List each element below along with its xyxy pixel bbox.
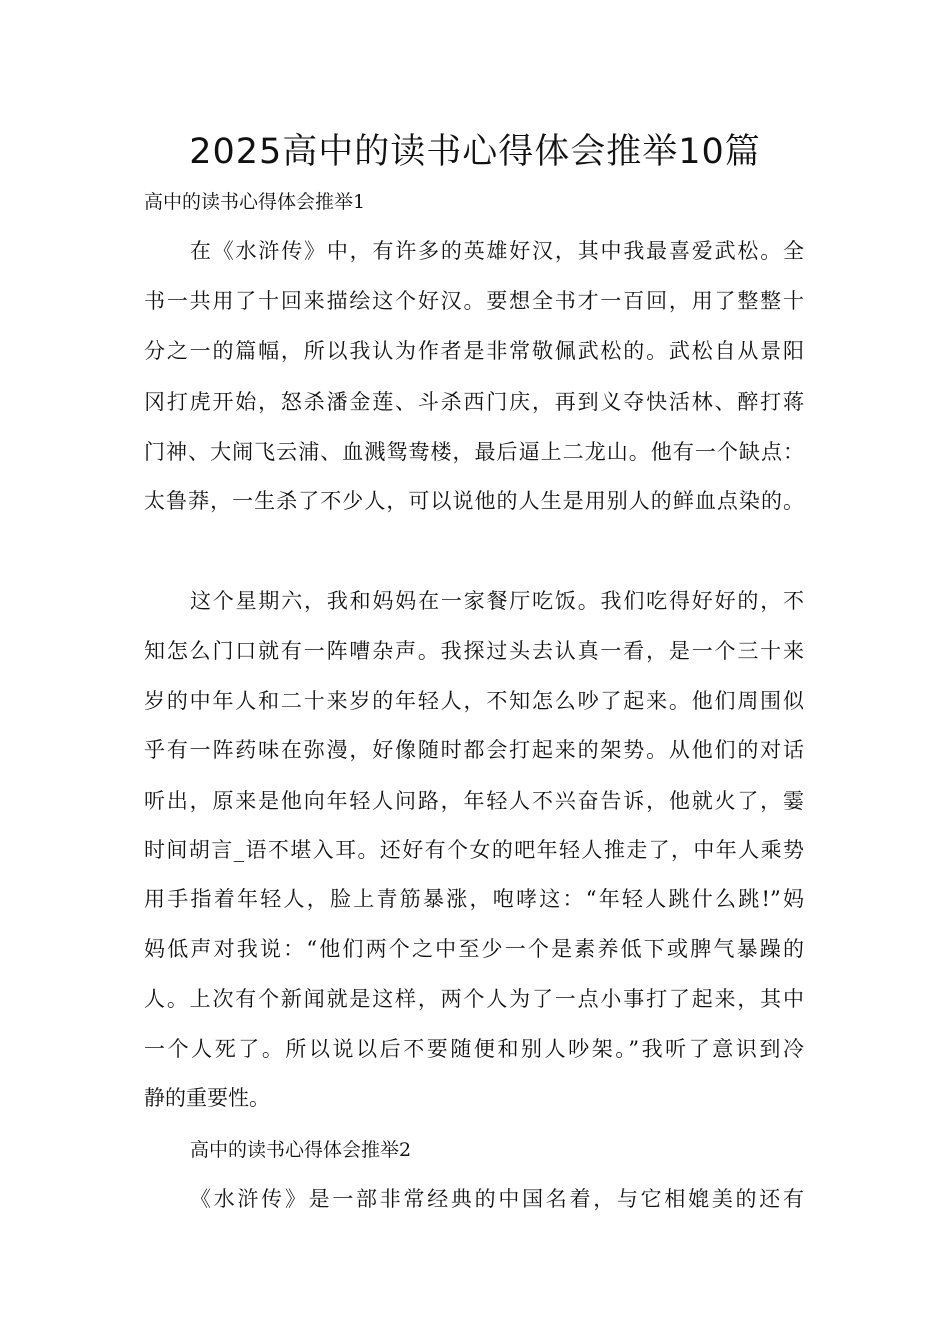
paragraph-3-line-1: 《水浒传》是一部非常经典的中国名着，与它相媲美的还有: [190, 1187, 804, 1211]
paragraph-1-line-5: 门神、大闹飞云浦、血溅鸳鸯楼，最后逼上二龙山。他有一个缺点：: [144, 440, 804, 464]
paragraph-1-line-1: 在《水浒传》中，有许多的英雄好汉，其中我最喜爱武松。全: [190, 239, 804, 263]
paragraph-1-line-6: 太鲁莽，一生杀了不少人，可以说他的人生是用别人的鲜血点染的。: [144, 489, 804, 513]
paragraph-2-line-8: 妈低声对我说：“他们两个之中至少一个是素养低下或脾气暴躁的: [144, 937, 804, 961]
section-heading-1: 高中的读书心得体会推举1: [144, 191, 366, 213]
paragraph-2-line-5: 听出，原来是他向年轻人问路，年轻人不兴奋告诉，他就火了，霎: [144, 789, 804, 813]
paragraph-2-line-6: 时间胡言_语不堪入耳。还好有个女的吧年轻人推走了，中年人乘势: [144, 838, 804, 862]
paragraph-2-line-1: 这个星期六，我和妈妈在一家餐厅吃饭。我们吃得好好的，不: [190, 589, 804, 613]
paragraph-2-line-11: 静的重要性。: [144, 1086, 270, 1110]
paragraph-2-line-9: 人。上次有个新闻就是这样，两个人为了一点小事打了起来，其中: [144, 987, 804, 1011]
paragraph-2-line-4: 乎有一阵药味在弥漫，好像随时都会打起来的架势。从他们的对话: [144, 738, 804, 762]
paragraph-2-line-2: 知怎么门口就有一阵嘈杂声。我探过头去认真一看，是一个三十来: [144, 639, 804, 663]
paragraph-1-line-2: 书一共用了十回来描绘这个好汉。要想全书才一百回，用了整整十: [144, 289, 804, 313]
paragraph-1-line-4: 冈打虎开始，怒杀潘金莲、斗杀西门庆，再到义夺快活林、醉打蒋: [144, 390, 804, 414]
paragraph-2-line-7: 用手指着年轻人，脸上青筋暴涨，咆哮这：“年轻人跳什么跳!”妈: [144, 887, 804, 911]
paragraph-1-line-3: 分之一的篇幅，所以我认为作者是非常敬佩武松的。武松自从景阳: [144, 339, 804, 363]
paragraph-2-line-3: 岁的中年人和二十来岁的年轻人，不知怎么吵了起来。他们周围似: [144, 689, 804, 713]
section-heading-2: 高中的读书心得体会推举2: [190, 1139, 412, 1161]
document-title: 2025高中的读书心得体会推举10篇: [189, 132, 761, 172]
paragraph-2-line-10: 一个人死了。所以说以后不要随便和别人吵架。”我听了意识到冷: [144, 1037, 804, 1061]
